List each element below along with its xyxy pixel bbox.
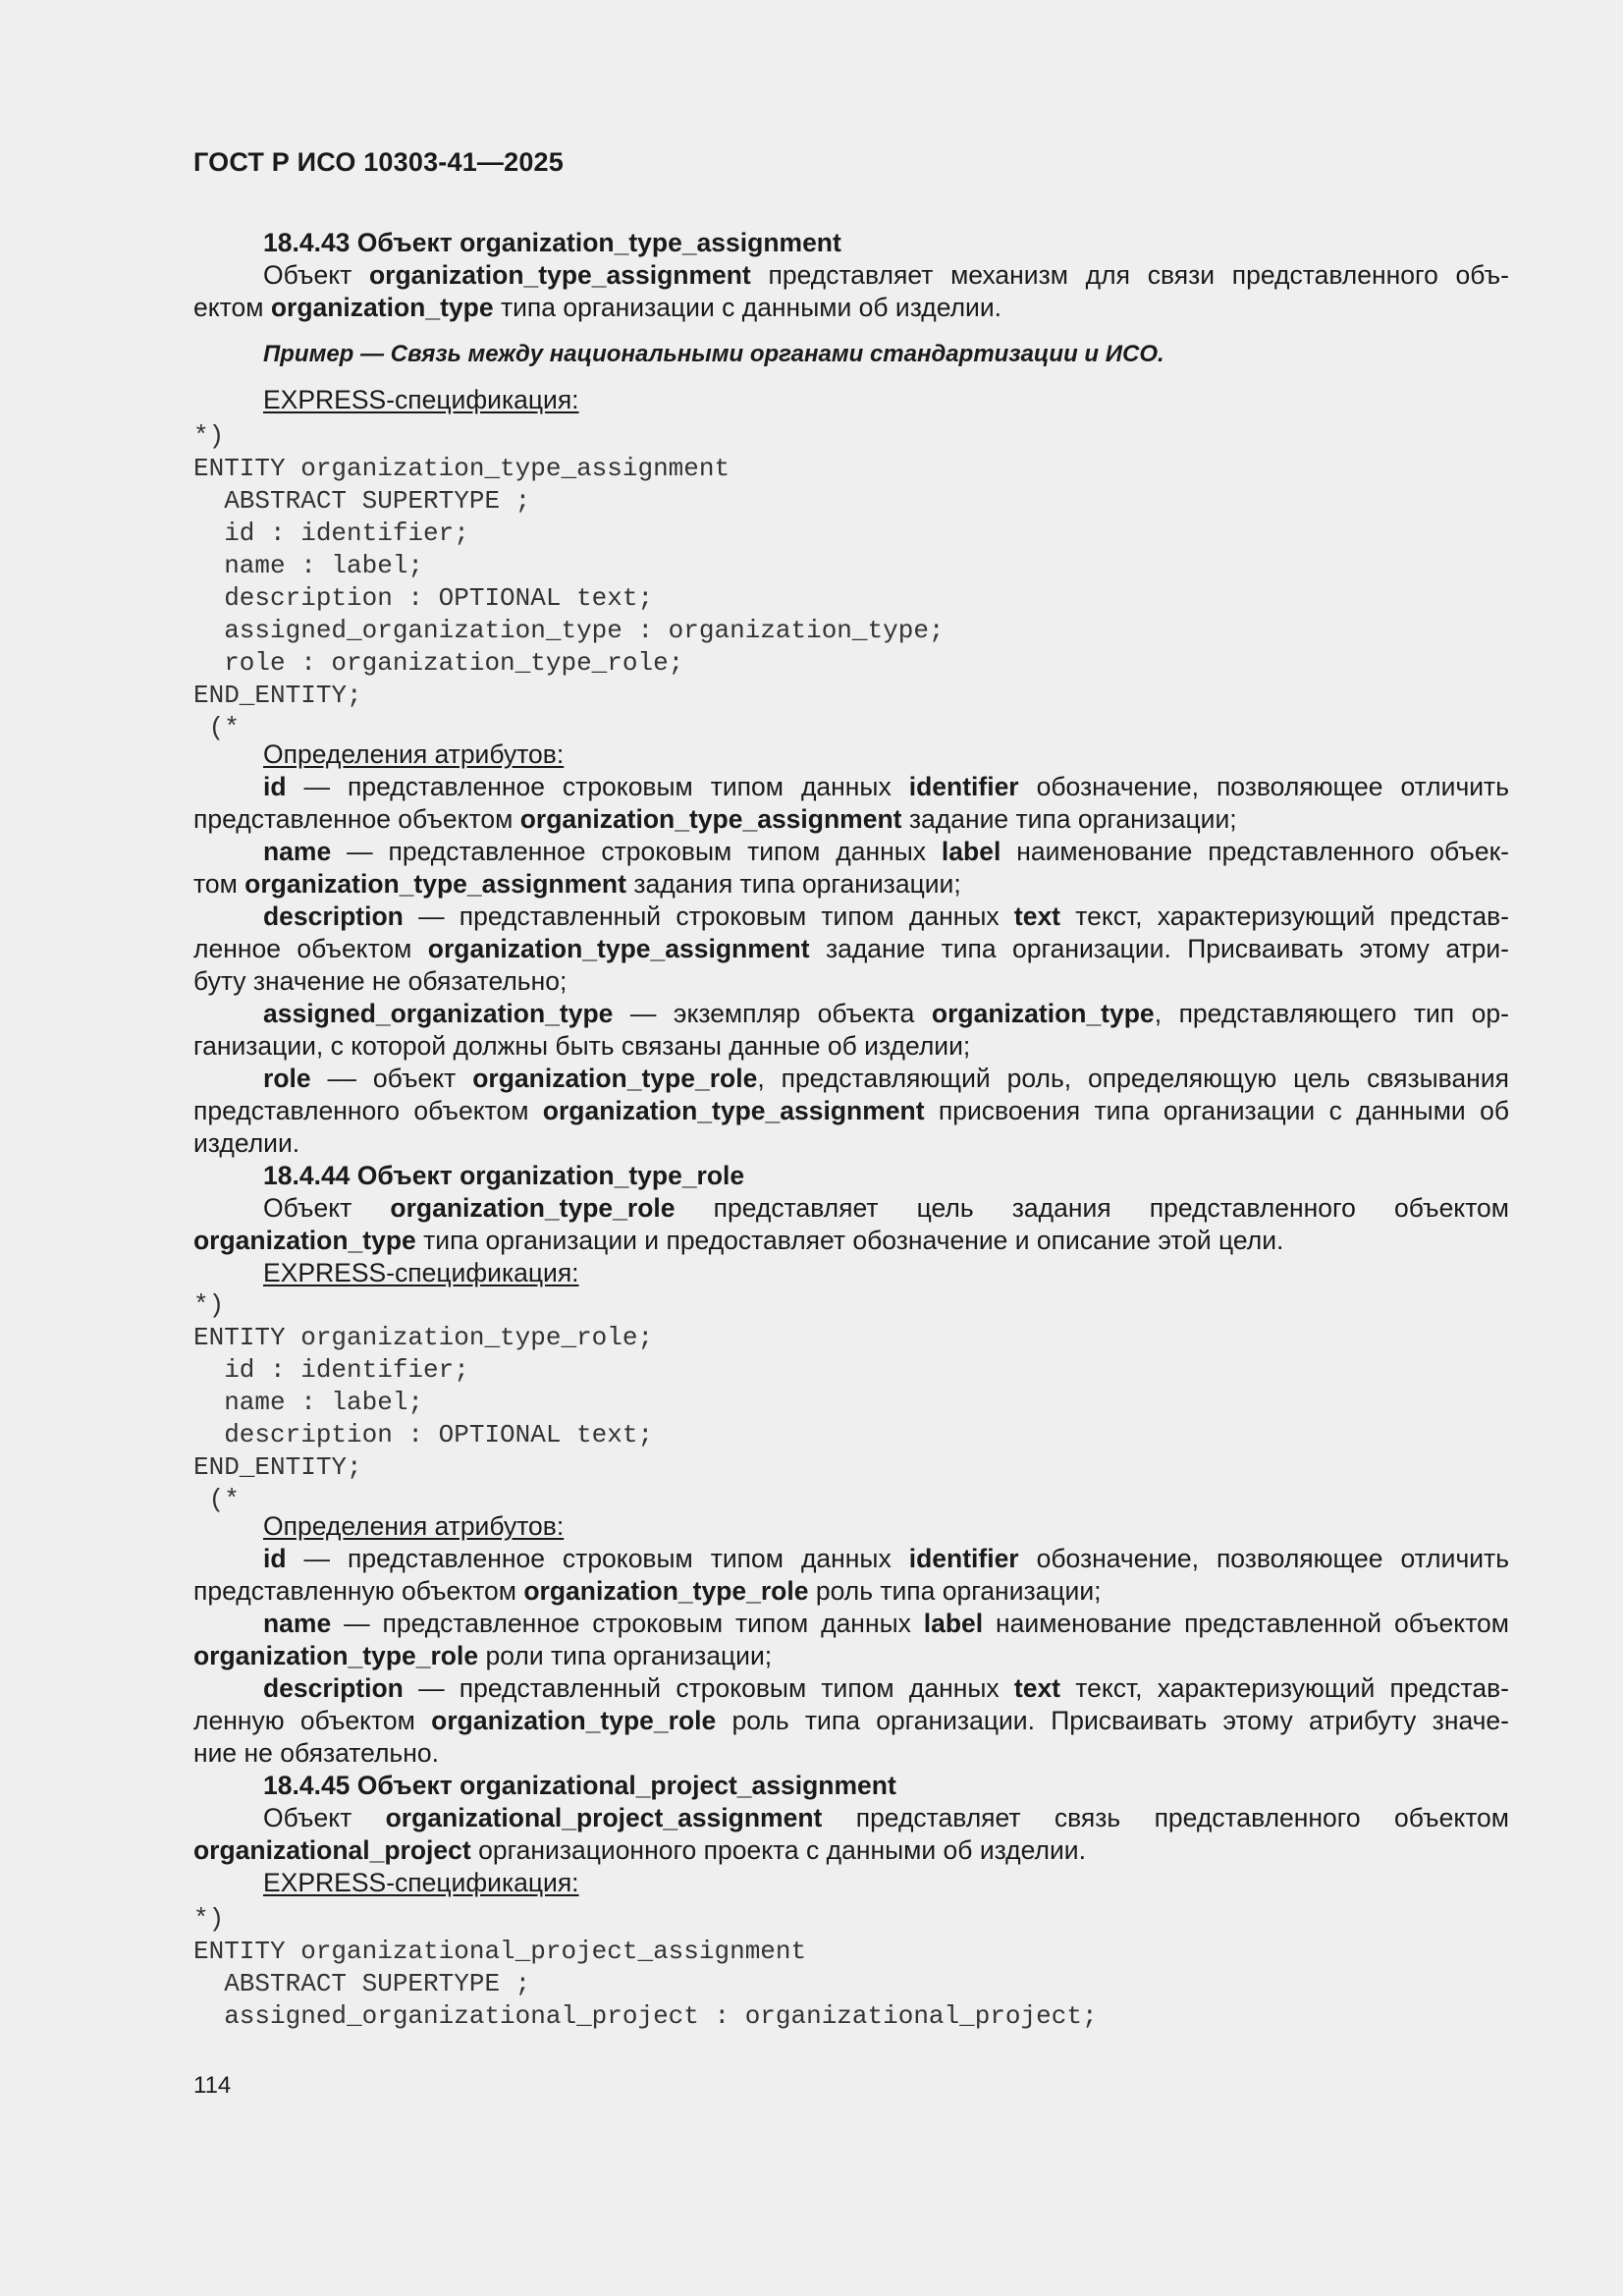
paragraph-line: Объект organization_type_role представляет цель задания представленного объектом — [263, 1193, 1509, 1223]
code-line: (* — [193, 1485, 240, 1514]
code-line: ENTITY organization_type_role; — [193, 1323, 654, 1352]
definition-description-line: ние не обязательно. — [193, 1738, 439, 1768]
definition-name-line: organization_type_role роли типа организации; — [193, 1641, 773, 1670]
example-note: Пример — Связь между национальными органами стандартизации и ИСО. — [263, 341, 1164, 367]
code-line: *) — [193, 421, 225, 451]
code-line: name : label; — [193, 551, 424, 580]
definition-role-line: представленного объектом organization_type_assignment присвоения типа организации с данными об — [193, 1096, 1509, 1125]
code-line: assigned_organizational_project : organizational_project; — [193, 2001, 1098, 2031]
code-line: assigned_organization_type : organization_type; — [193, 616, 945, 645]
definition-id-line: представленную объектом organization_type_role роль типа организации; — [193, 1576, 1102, 1606]
page-header: ГОСТ Р ИСО 10303-41—2025 — [193, 147, 564, 177]
paragraph-line: organization_type типа организации и предоставляет обозначение и описание этой цели. — [193, 1226, 1284, 1255]
definition-assigned-type-line: assigned_organization_type — экземпляр объекта organization_type, представляющего тип ор- — [263, 999, 1509, 1028]
code-line: description : OPTIONAL text; — [193, 583, 654, 613]
paragraph-line: Объект organization_type_assignment представляет механизм для связи представленного объ- — [263, 260, 1509, 290]
definition-role-line: role –– объект organization_type_role, представляющий роль, определяющую цель связывания — [263, 1064, 1509, 1093]
express-spec-label: EXPRESS-спецификация: — [263, 1868, 579, 1897]
code-line: role : organization_type_role; — [193, 648, 684, 678]
paragraph-line: organizational_project организационного проекта с данными об изделии. — [193, 1835, 1086, 1865]
definition-description-line: буту значение не обязательно; — [193, 966, 568, 996]
code-line: ABSTRACT SUPERTYPE ; — [193, 1969, 531, 1998]
definition-description-line: description — представленный строковым типом данных text текст, характеризующий представ- — [263, 1673, 1509, 1703]
section-title-18-4-45: 18.4.45 Объект organizational_project_assignment — [263, 1771, 896, 1800]
definition-name-line: name — представленное строковым типом данных label наименование представленной объектом — [263, 1609, 1509, 1638]
code-line: name : label; — [193, 1388, 424, 1417]
attribute-definitions-label: Определения атрибутов: — [263, 739, 565, 769]
definition-role-line: изделии. — [193, 1128, 300, 1158]
paragraph-line: ектом organization_type типа организации с данными об изделии. — [193, 293, 1002, 322]
code-line: ABSTRACT SUPERTYPE ; — [193, 486, 531, 516]
definition-id-line: id — представленное строковым типом данных identifier обозначение, позволяющее отличить — [263, 1544, 1510, 1573]
express-spec-label: EXPRESS-спецификация: — [263, 1258, 579, 1287]
definition-description-line: description — представленный строковым типом данных text текст, характеризующий представ- — [263, 902, 1509, 931]
page-number: 114 — [193, 2072, 232, 2099]
definition-id-line: id — представленное строковым типом данных identifier обозначение, позволяющее отличить — [263, 772, 1510, 801]
definition-description-line: ленное объектом organization_type_assignment задание типа организации. Присваивать этому атри- — [193, 934, 1509, 963]
definition-name-line: name — представленное строковым типом данных label наименование представленного объек- — [263, 837, 1509, 866]
express-spec-label: EXPRESS-спецификация: — [263, 385, 579, 414]
code-line: *) — [193, 1904, 225, 1934]
definition-description-line: ленную объектом organization_type_role роль типа организации. Присваивать этому атрибуту значе- — [193, 1706, 1509, 1735]
code-line: ENTITY organizational_project_assignment — [193, 1937, 807, 1966]
definition-assigned-type-line: ганизации, с которой должны быть связаны данные об изделии; — [193, 1031, 971, 1061]
definition-id-line: представленное объектом organization_type_assignment задание типа организации; — [193, 804, 1237, 834]
definition-name-line: том organization_type_assignment задания типа организации; — [193, 869, 961, 899]
paragraph-line: Объект organizational_project_assignment представляет связь представленного объектом — [263, 1803, 1510, 1832]
code-line: id : identifier; — [193, 1355, 469, 1385]
code-line: (* — [193, 713, 240, 742]
code-line: END_ENTITY; — [193, 1452, 362, 1482]
code-line: id : identifier; — [193, 519, 469, 548]
code-line: ENTITY organization_type_assignment — [193, 454, 730, 483]
code-line: END_ENTITY; — [193, 681, 362, 710]
section-title-18-4-44: 18.4.44 Объект organization_type_role — [263, 1161, 745, 1190]
section-title-18-4-43: 18.4.43 Объект organization_type_assignment — [263, 228, 841, 257]
attribute-definitions-label: Определения атрибутов: — [263, 1511, 565, 1541]
code-line: description : OPTIONAL text; — [193, 1420, 654, 1449]
code-line: *) — [193, 1290, 225, 1320]
